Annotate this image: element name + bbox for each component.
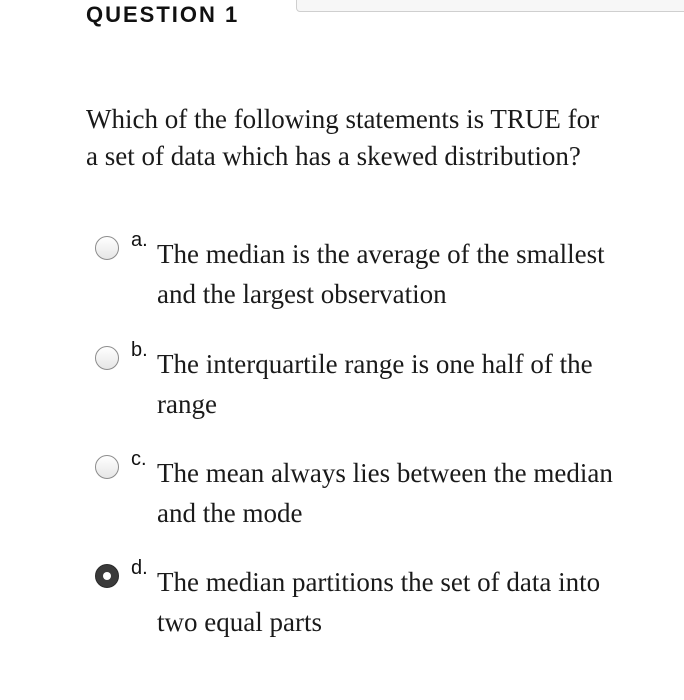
option-letter-a: a.: [131, 229, 148, 251]
header-input-box: [296, 0, 684, 12]
option-letter-d: d.: [131, 557, 148, 579]
question-header: QUESTION 1: [86, 2, 240, 27]
option-text-d: The median partitions the set of data into two equal parts: [157, 567, 601, 637]
radio-button-c[interactable]: [95, 455, 119, 479]
option-letter-c: c.: [131, 448, 147, 470]
option-d[interactable]: [95, 557, 655, 651]
option-text-c: The mean always lies between the median and the mode: [157, 458, 613, 528]
option-c[interactable]: [95, 448, 655, 542]
radio-button-b[interactable]: [95, 346, 119, 370]
option-a[interactable]: [95, 229, 655, 323]
radio-button-d[interactable]: [95, 564, 119, 588]
option-text-b: The interquartile range is one half of the range: [157, 349, 593, 419]
radio-button-a[interactable]: [95, 236, 119, 260]
option-letter-b: b.: [131, 339, 148, 361]
option-text-a: The median is the average of the smallest and the largest observation: [157, 239, 605, 309]
option-b[interactable]: [95, 339, 655, 433]
question-text: Which of the following statements is TRUE for a set of data which has a skewed distribution?: [86, 104, 600, 171]
